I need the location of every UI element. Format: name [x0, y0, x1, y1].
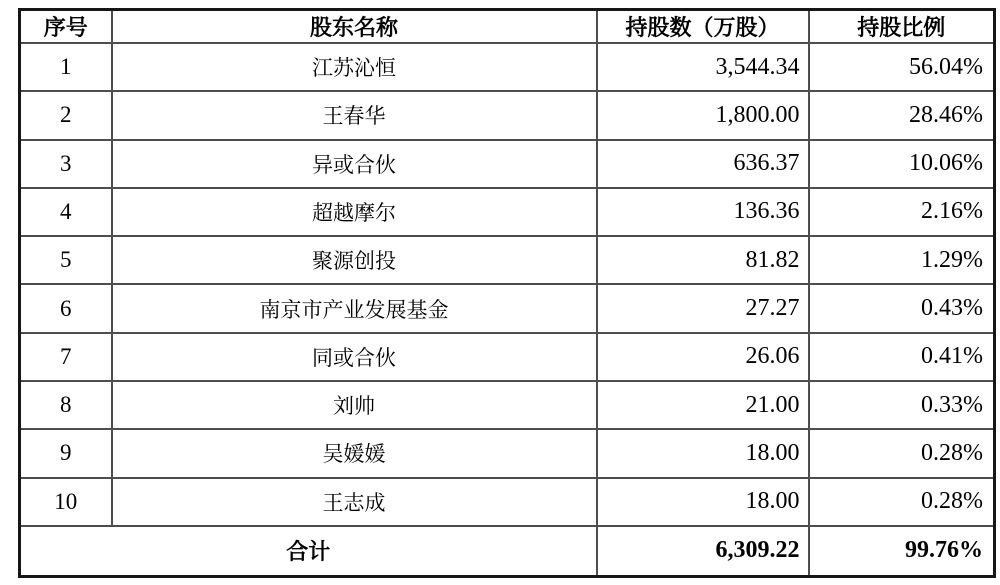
table-row: [20, 236, 995, 284]
cell-shareholder-name: 吴媛媛: [112, 429, 597, 477]
cell-ratio: 0.28%: [809, 478, 995, 526]
cell-shareholder-name: 异或合伙: [112, 140, 597, 188]
cell-shares: 26.06: [597, 333, 809, 381]
cell-shares: 636.37: [597, 140, 809, 188]
cell-index: 4: [20, 188, 112, 236]
cell-ratio: 56.04%: [809, 43, 995, 91]
cell-shareholder-name: 江苏沁恒: [112, 43, 597, 91]
cell-shareholder-name: 超越摩尔: [112, 188, 597, 236]
table-row: [20, 333, 995, 381]
table-row: [20, 381, 995, 429]
cell-index: 1: [20, 43, 112, 91]
cell-total-shares: 6,309.22: [597, 526, 809, 577]
cell-ratio: 1.29%: [809, 236, 995, 284]
cell-shareholder-name: 同或合伙: [112, 333, 597, 381]
cell-shares: 18.00: [597, 478, 809, 526]
table-row: [20, 91, 995, 139]
cell-shares: 136.36: [597, 188, 809, 236]
cell-shares: 27.27: [597, 284, 809, 332]
cell-index: 5: [20, 236, 112, 284]
table-row: [20, 429, 995, 477]
cell-index: 10: [20, 478, 112, 526]
cell-ratio: 0.41%: [809, 333, 995, 381]
cell-shareholder-name: 刘帅: [112, 381, 597, 429]
table-row: [20, 284, 995, 332]
col-header-shares-held: 持股数（万股）: [597, 10, 809, 44]
cell-shares: 18.00: [597, 429, 809, 477]
cell-index: 3: [20, 140, 112, 188]
cell-ratio: 2.16%: [809, 188, 995, 236]
cell-shares: 3,544.34: [597, 43, 809, 91]
cell-shareholder-name: 聚源创投: [112, 236, 597, 284]
cell-shareholder-name: 王志成: [112, 478, 597, 526]
table-row: [20, 43, 995, 91]
cell-shareholder-name: 南京市产业发展基金: [112, 284, 597, 332]
cell-index: 9: [20, 429, 112, 477]
col-header-shareholding-ratio: 持股比例: [809, 10, 995, 44]
cell-ratio: 28.46%: [809, 91, 995, 139]
shareholder-table: [18, 8, 996, 578]
cell-shares: 21.00: [597, 381, 809, 429]
cell-total-ratio: 99.76%: [809, 526, 995, 577]
cell-index: 6: [20, 284, 112, 332]
cell-ratio: 0.28%: [809, 429, 995, 477]
header-row: [20, 10, 995, 44]
cell-shares: 81.82: [597, 236, 809, 284]
cell-index: 7: [20, 333, 112, 381]
cell-ratio: 0.33%: [809, 381, 995, 429]
table-row: [20, 140, 995, 188]
cell-shareholder-name: 王春华: [112, 91, 597, 139]
table-row: [20, 188, 995, 236]
cell-index: 8: [20, 381, 112, 429]
cell-index: 2: [20, 91, 112, 139]
table-row: [20, 478, 995, 526]
total-row: [20, 526, 995, 577]
cell-shares: 1,800.00: [597, 91, 809, 139]
col-header-index: 序号: [20, 10, 112, 44]
cell-total-label: 合计: [20, 526, 597, 577]
col-header-shareholder-name: 股东名称: [112, 10, 597, 44]
cell-ratio: 0.43%: [809, 284, 995, 332]
cell-ratio: 10.06%: [809, 140, 995, 188]
